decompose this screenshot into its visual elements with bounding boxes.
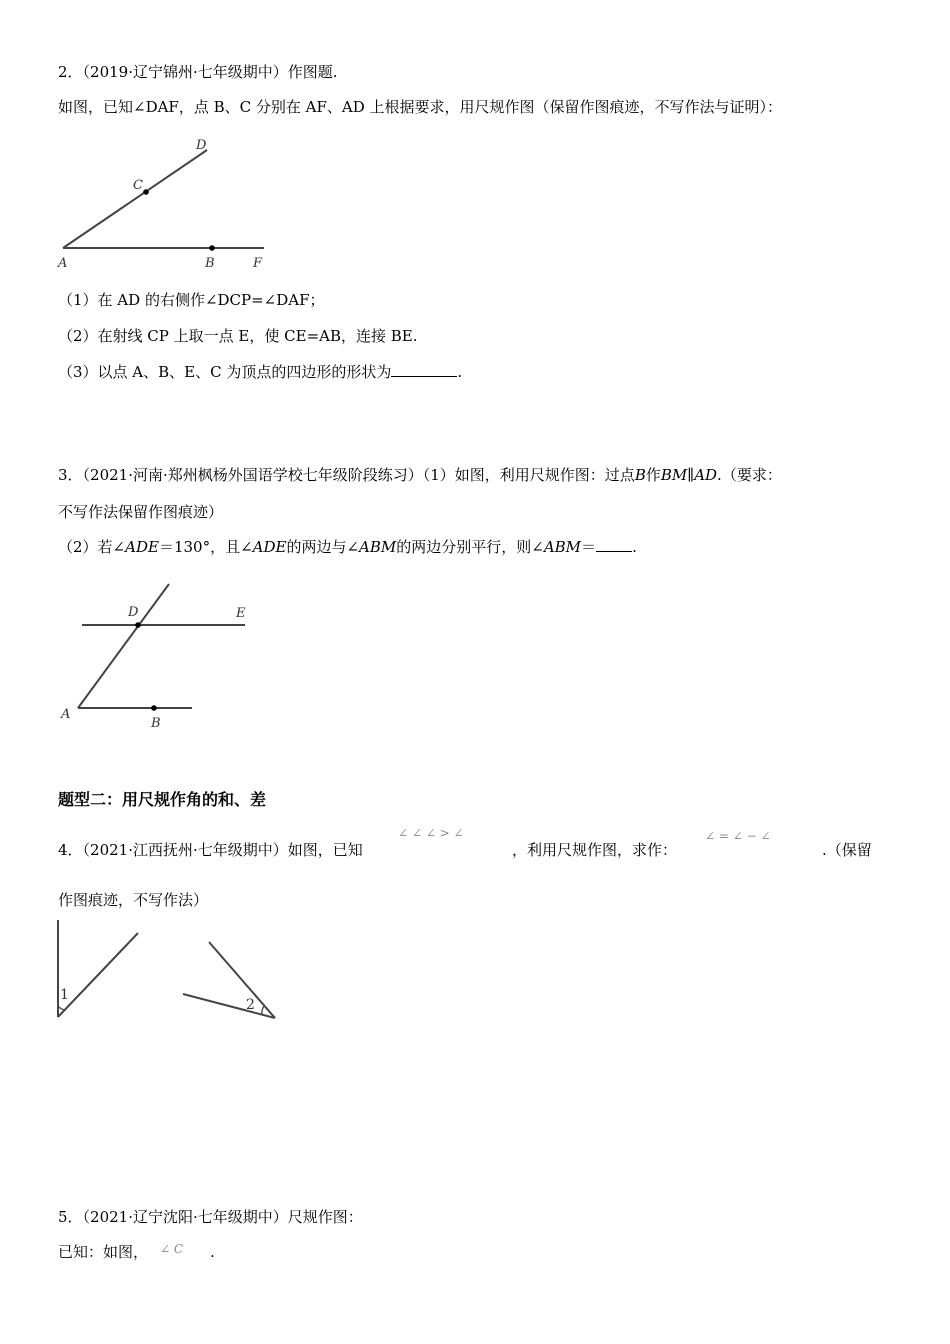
- q3-part2-i: ＝: [581, 538, 597, 556]
- q4-line2: 作图痕迹，不写作法）: [58, 891, 209, 909]
- q3-part2-g: 的两边分别平行，则∠: [396, 538, 544, 556]
- label-d: D: [128, 605, 139, 620]
- q3-figure: [55, 580, 255, 735]
- q4-header-a: 4．（2021·江西抚州·七年级期中）如图，已知: [58, 841, 363, 859]
- q3-header-line2: 不写作法保留作图痕迹）: [58, 503, 224, 521]
- angle2-arc: [262, 1006, 264, 1015]
- q2-part1: （1）在 AD 的右侧作∠DCP=∠DAF；: [58, 291, 325, 309]
- q3-part2-f: ABM: [359, 538, 397, 556]
- q3-part2-e: 的两边与∠: [286, 538, 360, 556]
- label-e: E: [236, 606, 246, 621]
- q3-header: [58, 465, 782, 485]
- answer-blank: [596, 537, 632, 552]
- q3-header-a: 3．（2021·河南·郑州枫杨外国语学校七年级阶段练习）（1）如图，利用尺规作图：过点: [58, 466, 635, 484]
- angle2-upper-side: [209, 942, 275, 1018]
- label-a: A: [58, 256, 68, 271]
- q3-part2-d: ADE: [252, 538, 287, 556]
- q3-header-c: 作: [645, 466, 661, 484]
- point-b: [151, 705, 157, 711]
- q3-part2-end: .: [632, 538, 637, 556]
- point-b: [209, 245, 215, 251]
- q3-part2-a: （2）若∠: [58, 538, 126, 556]
- q3-header-e: ∥: [687, 466, 695, 484]
- q5-header: 5．（2021·辽宁沈阳·七年级期中）尺规作图：: [58, 1208, 363, 1226]
- q5-line2-a: 已知：如图，: [58, 1243, 149, 1261]
- angle2-lower-side: [183, 994, 275, 1018]
- q4-faint-given: ∠ ∠ ∠ > ∠: [398, 826, 464, 840]
- section-heading: 题型二：用尺规作角的和、差: [58, 790, 267, 809]
- q4-faint-target: ∠ = ∠ − ∠: [705, 829, 771, 843]
- point-d: [135, 622, 141, 628]
- q2-part3: [58, 362, 462, 382]
- point-c: [143, 189, 149, 195]
- q4-header-c: .（保留: [822, 841, 872, 859]
- angle1-slanted-side: [58, 933, 138, 1017]
- angle1-label: 1: [60, 987, 69, 1003]
- ray-ad: [63, 150, 207, 248]
- q3-part2: [58, 537, 637, 557]
- q2-figure: [50, 130, 280, 275]
- label-b: B: [205, 256, 215, 271]
- angle1-arc: [58, 1006, 65, 1010]
- line-ad: [78, 584, 169, 708]
- q3-header-g: .（要求：: [717, 466, 782, 484]
- q5-line2-end: .: [210, 1243, 215, 1261]
- q2-intro: 如图，已知∠DAF，点 B、C 分别在 AF、AD 上根据要求，用尺规作图（保留作图痕迹，不写作法与证明）：: [58, 98, 783, 116]
- q2-part3-end: .: [457, 363, 463, 381]
- q3-header-b: B: [634, 466, 646, 484]
- q3-part2-b: ADE: [125, 538, 159, 556]
- q3-part2-c: ＝130°，且∠: [158, 538, 253, 556]
- q3-part2-h: ABM: [543, 538, 582, 556]
- q4-header-b: ，利用尺规作图，求作：: [512, 841, 678, 859]
- answer-blank: [391, 362, 457, 377]
- label-b: B: [151, 716, 161, 731]
- label-d: D: [196, 138, 207, 153]
- label-c: C: [133, 178, 143, 193]
- q2-part2: （2）在射线 CP 上取一点 E，使 CE=AB，连接 BE.: [58, 327, 418, 345]
- q3-header-f: AD: [694, 466, 718, 484]
- label-f: F: [253, 256, 263, 271]
- label-a: A: [61, 707, 71, 722]
- angle2-label: 2: [246, 997, 255, 1013]
- q2-part3-text: （3）以点 A、B、E、C 为顶点的四边形的形状为: [58, 363, 392, 381]
- q3-header-d: BM: [660, 466, 688, 484]
- q2-header: 2．（2019·辽宁锦州·七年级期中）作图题.: [58, 63, 338, 81]
- q5-faint-given: ∠ C: [160, 1242, 184, 1256]
- q4-figure: [50, 915, 290, 1030]
